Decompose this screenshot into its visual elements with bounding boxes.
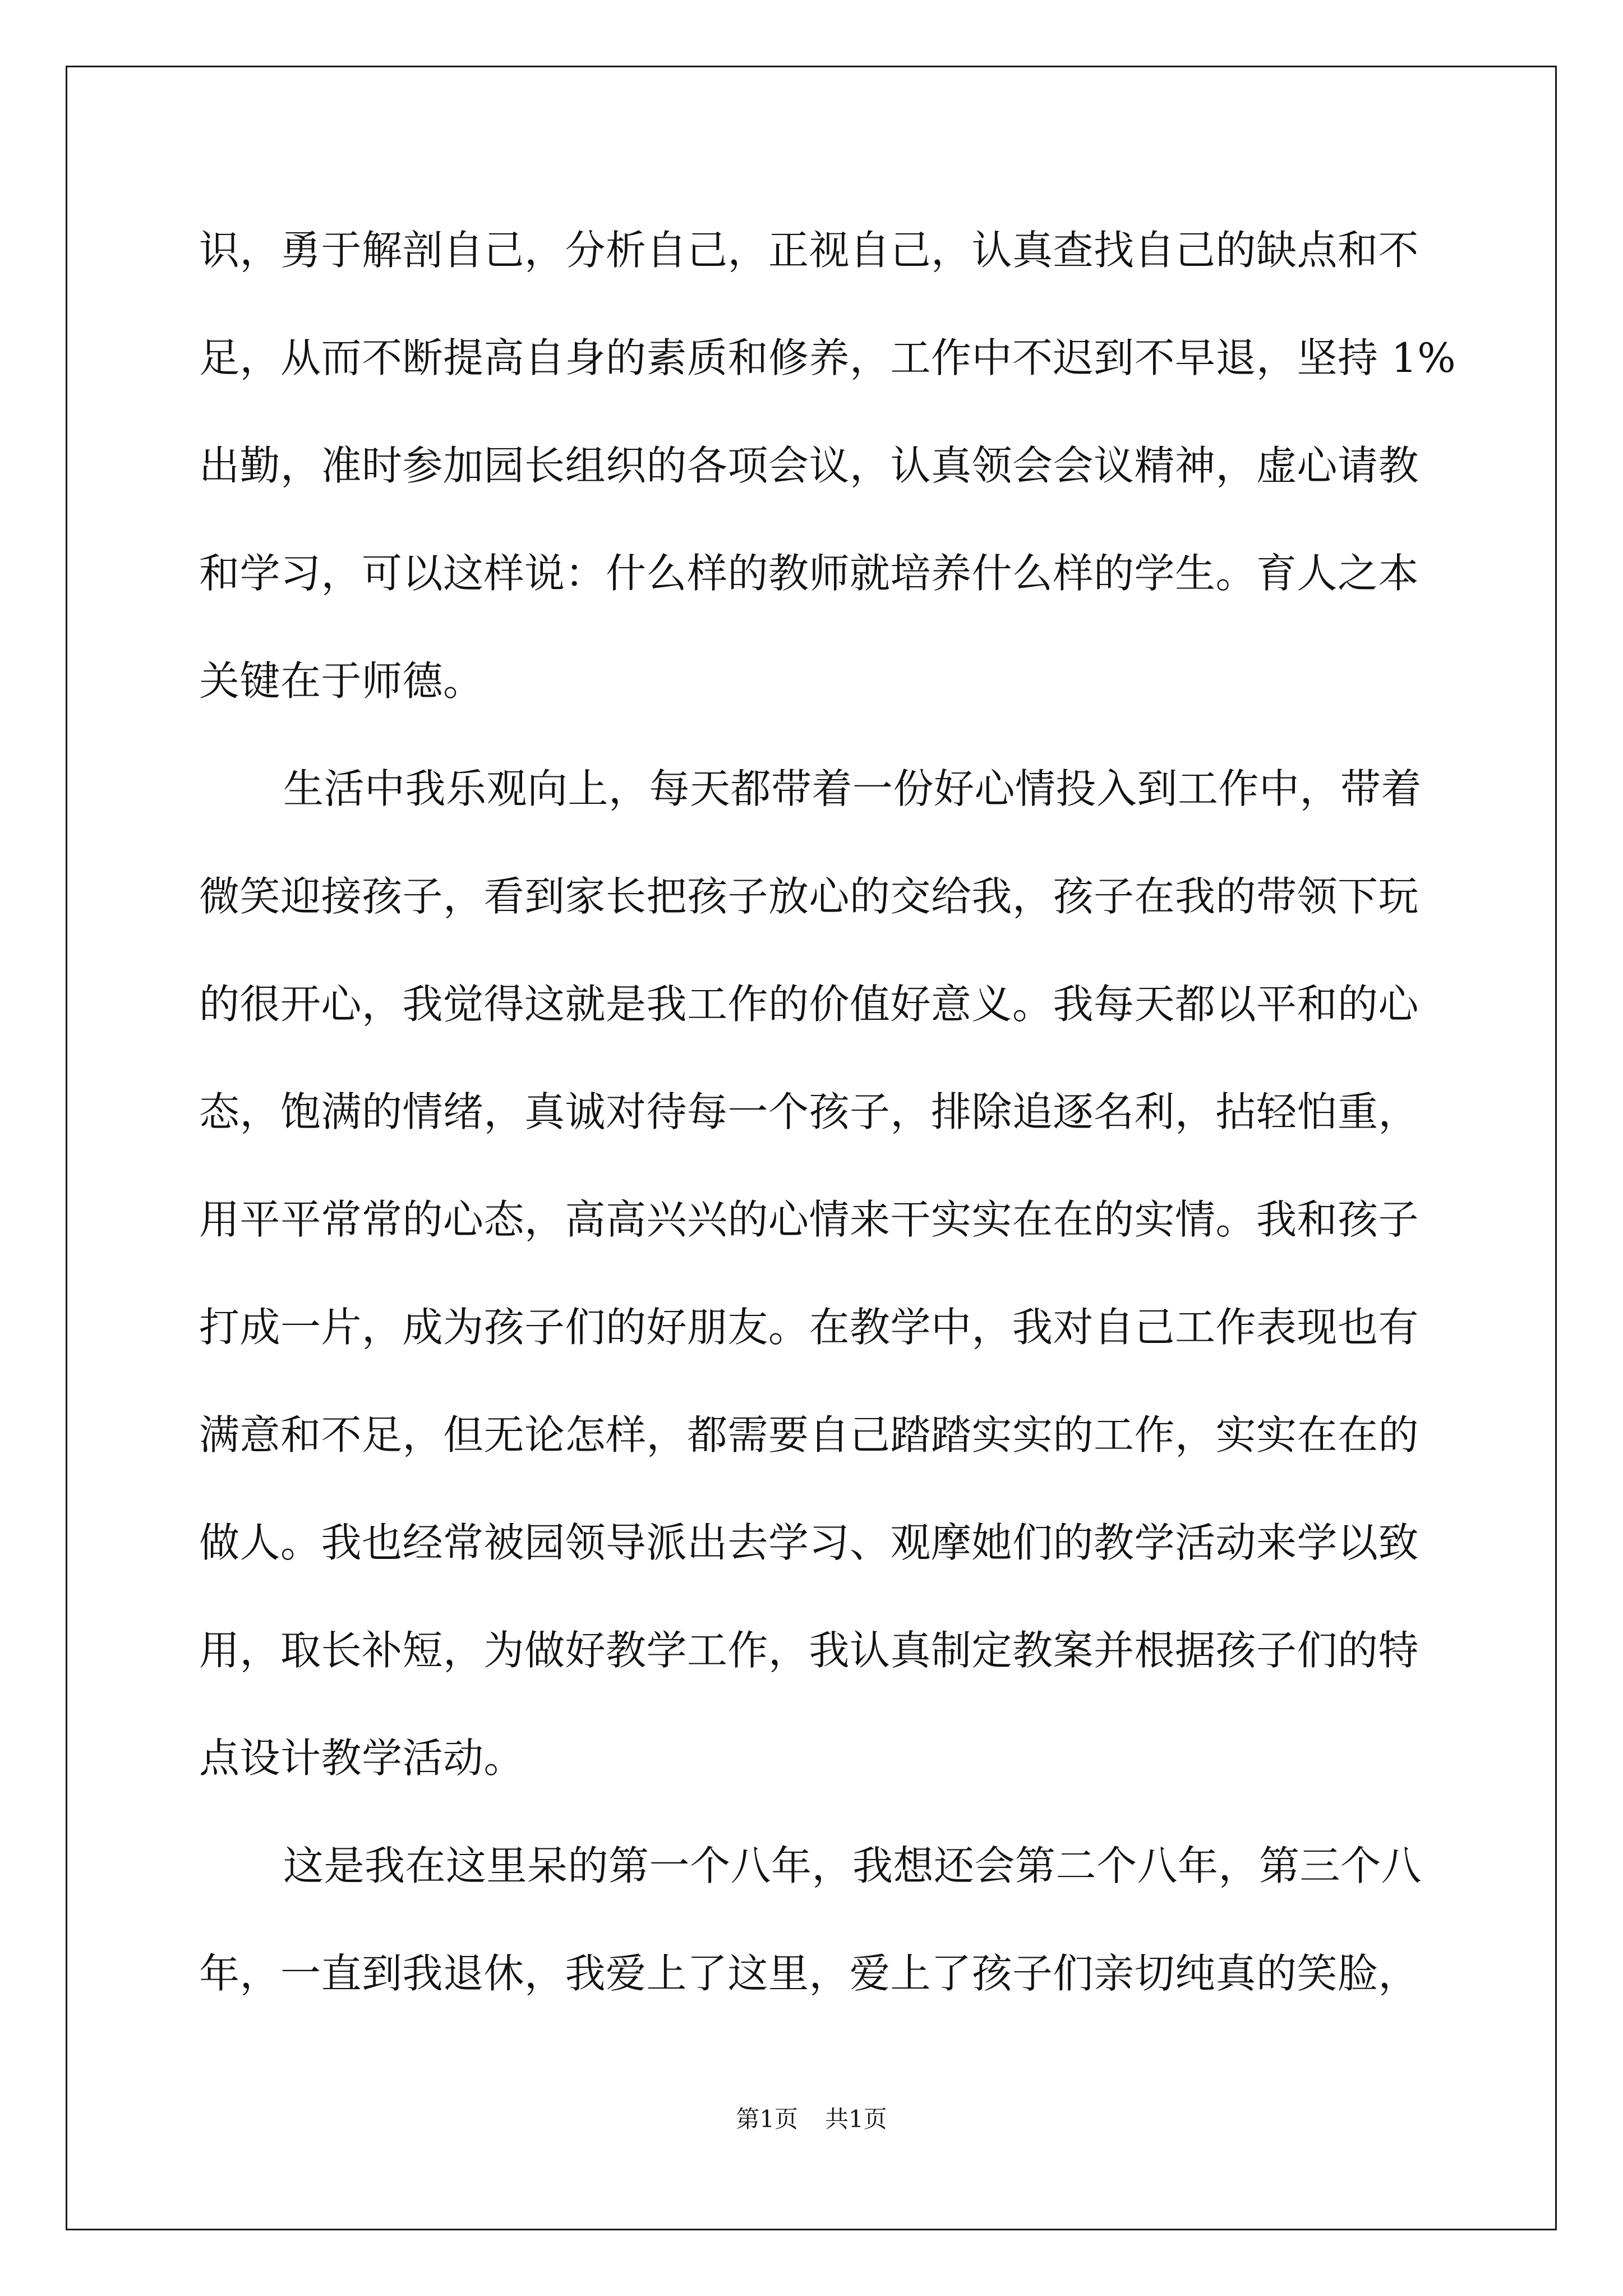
- page-number: 第1页: [736, 2105, 798, 2133]
- text-line: 关键在于师德。: [199, 657, 484, 705]
- text-line: 出勤，准时参加园长组织的各项会议，认真领会会议精神，虚心请教: [199, 442, 1419, 489]
- text-line: 和学习，可以这样说：什么样的教师就培养什么样的学生。育人之本: [199, 550, 1419, 597]
- text-line: 的很开心，我觉得这就是我工作的价值好意义。我每天都以平和的心: [199, 981, 1419, 1028]
- text-line: 年，一直到我退休，我爱上了这里，爱上了孩子们亲切纯真的笑脸，: [199, 1950, 1419, 1997]
- text-line: 做人。我也经常被园领导派出去学习、观摩她们的教学活动来学以致: [199, 1519, 1419, 1566]
- text-line: 生活中我乐观向上，每天都带着一份好心情投入到工作中，带着: [283, 765, 1422, 812]
- text-line: 识，勇于解剖自己，分析自己，正视自己，认真查找自己的缺点和不: [199, 227, 1419, 274]
- text-line: 打成一片，成为孩子们的好朋友。在教学中，我对自己工作表现也有: [199, 1304, 1419, 1351]
- text-line: 用，取长补短，为做好教学工作，我认真制定教案并根据孩子们的特: [199, 1627, 1419, 1674]
- page-total: 共1页: [825, 2105, 887, 2133]
- document-body: [199, 196, 1456, 2027]
- text-line: 足，从而不断提高自身的素质和修养，工作中不迟到不早退，坚持 1%: [199, 334, 1456, 381]
- text-line: 用平平常常的心态，高高兴兴的心情来干实实在在的实情。我和孩子: [199, 1196, 1419, 1243]
- text-line: 微笑迎接孩子，看到家长把孩子放心的交给我，孩子在我的带领下玩: [199, 873, 1419, 920]
- text-line: 满意和不足，但无论怎样，都需要自己踏踏实实的工作，实实在在的: [199, 1411, 1419, 1458]
- text-line: 这是我在这里呆的第一个八年，我想还会第二个八年，第三个八: [283, 1842, 1422, 1889]
- text-line: 点设计教学活动。: [199, 1734, 525, 1782]
- text-line: 态，饱满的情绪，真诚对待每一个孩子，排除追逐名利，拈轻怕重，: [199, 1088, 1419, 1135]
- page-footer: [0, 2102, 1623, 2136]
